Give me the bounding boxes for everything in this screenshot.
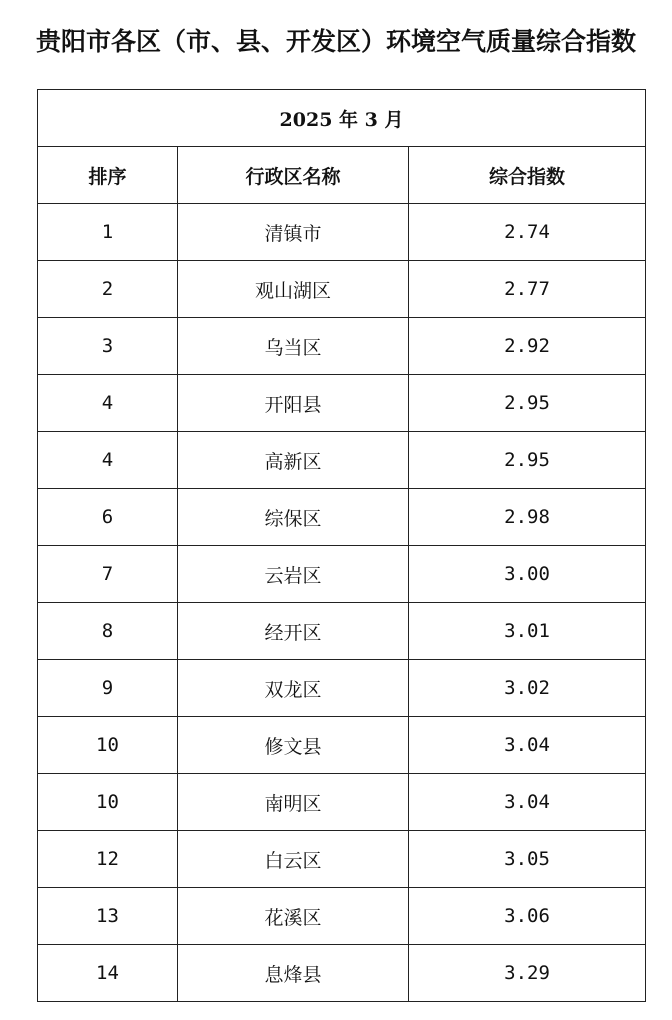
composite-index-cell: 3.04 — [409, 717, 646, 774]
composite-index-cell: 3.06 — [409, 888, 646, 945]
rank-cell: 4 — [38, 432, 178, 489]
header-district-name: 行政区名称 — [178, 147, 409, 204]
district-name-cell: 经开区 — [178, 603, 409, 660]
composite-index-cell: 2.77 — [409, 261, 646, 318]
table-row — [38, 489, 646, 546]
rank-cell: 9 — [38, 660, 178, 717]
rank-cell: 4 — [38, 375, 178, 432]
rank-cell: 12 — [38, 831, 178, 888]
page-title: 贵阳市各区（市、县、开发区）环境空气质量综合指数 — [35, 27, 636, 56]
district-name-cell: 综保区 — [178, 489, 409, 546]
table-header-row — [38, 147, 646, 204]
district-name-cell: 白云区 — [178, 831, 409, 888]
district-name-cell: 观山湖区 — [178, 261, 409, 318]
district-name-cell: 云岩区 — [178, 546, 409, 603]
composite-index-cell: 2.95 — [409, 432, 646, 489]
composite-index-cell: 3.29 — [409, 945, 646, 1002]
rank-cell: 8 — [38, 603, 178, 660]
composite-index-cell: 3.05 — [409, 831, 646, 888]
table-period: 2025 年 3 月 — [38, 90, 646, 147]
composite-index-cell: 2.98 — [409, 489, 646, 546]
composite-index-cell: 2.95 — [409, 375, 646, 432]
rank-cell: 2 — [38, 261, 178, 318]
composite-index-cell: 3.00 — [409, 546, 646, 603]
table-row — [38, 261, 646, 318]
table-row — [38, 660, 646, 717]
rank-cell: 3 — [38, 318, 178, 375]
table-row — [38, 774, 646, 831]
composite-index-cell: 3.04 — [409, 774, 646, 831]
rank-cell: 10 — [38, 774, 178, 831]
district-name-cell: 修文县 — [178, 717, 409, 774]
table-row — [38, 603, 646, 660]
rank-cell: 14 — [38, 945, 178, 1002]
rank-cell: 6 — [38, 489, 178, 546]
district-name-cell: 高新区 — [178, 432, 409, 489]
table-row — [38, 375, 646, 432]
table-row — [38, 945, 646, 1002]
district-name-cell: 开阳县 — [178, 375, 409, 432]
table-row — [38, 318, 646, 375]
header-rank: 排序 — [38, 147, 178, 204]
table-body — [38, 204, 646, 1002]
table-row — [38, 546, 646, 603]
rank-cell: 7 — [38, 546, 178, 603]
table-row — [38, 432, 646, 489]
table-row — [38, 831, 646, 888]
table-row — [38, 204, 646, 261]
district-name-cell: 南明区 — [178, 774, 409, 831]
table-row — [38, 717, 646, 774]
rank-cell: 1 — [38, 204, 178, 261]
header-composite-index: 综合指数 — [409, 147, 646, 204]
composite-index-cell: 3.02 — [409, 660, 646, 717]
composite-index-cell: 2.74 — [409, 204, 646, 261]
district-name-cell: 乌当区 — [178, 318, 409, 375]
composite-index-cell: 2.92 — [409, 318, 646, 375]
table-period-row — [38, 90, 646, 147]
rank-cell: 13 — [38, 888, 178, 945]
district-name-cell: 清镇市 — [178, 204, 409, 261]
district-name-cell: 息烽县 — [178, 945, 409, 1002]
district-name-cell: 双龙区 — [178, 660, 409, 717]
air-quality-table — [37, 89, 646, 1002]
table-row — [38, 888, 646, 945]
district-name-cell: 花溪区 — [178, 888, 409, 945]
composite-index-cell: 3.01 — [409, 603, 646, 660]
rank-cell: 10 — [38, 717, 178, 774]
